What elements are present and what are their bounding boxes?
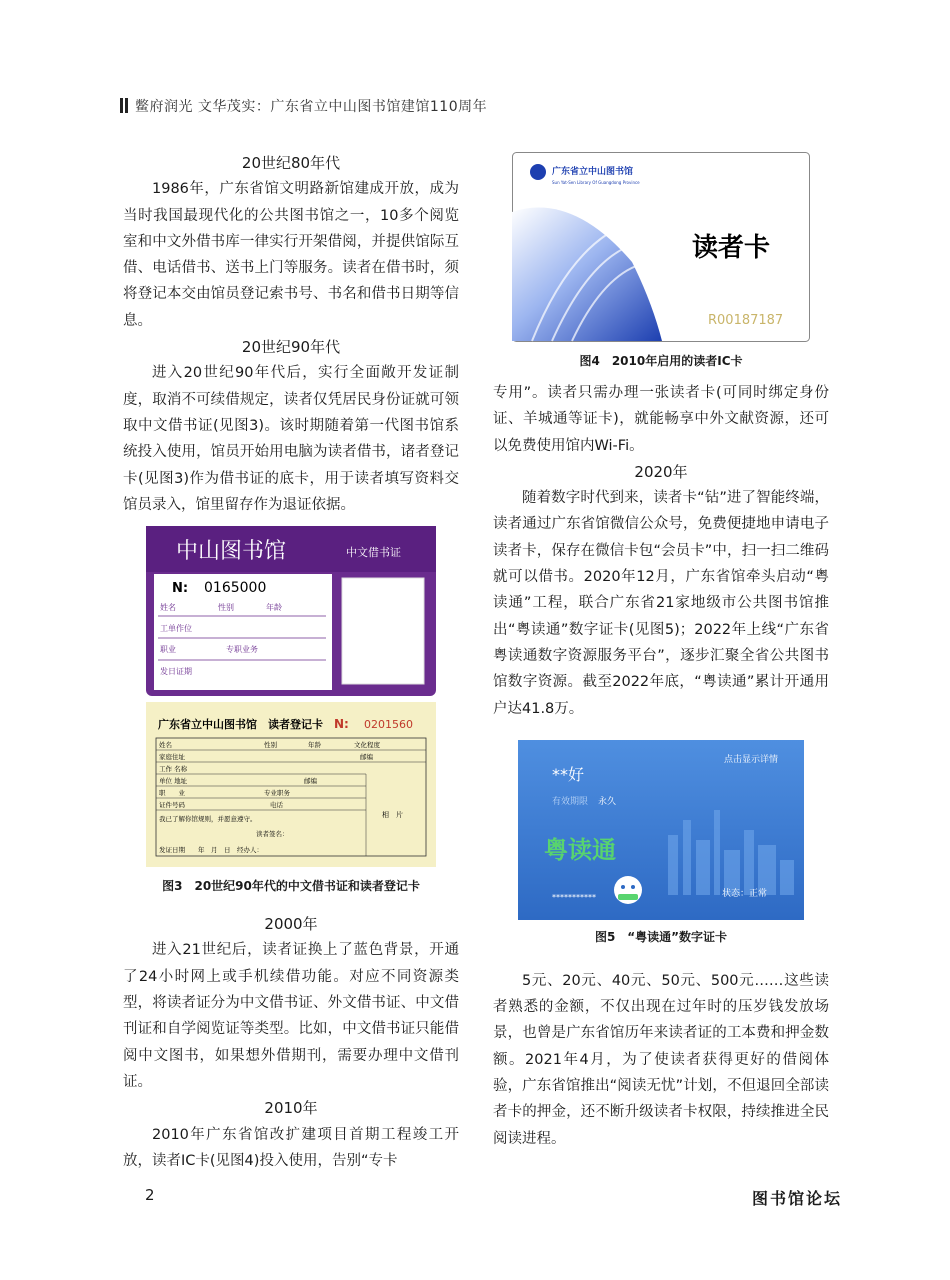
figure-caption: 图4 2010年启用的读者IC卡 bbox=[579, 354, 743, 368]
card1-field: 工单作位 bbox=[160, 624, 192, 634]
card2-field: 年龄 bbox=[308, 741, 321, 750]
figure-caption: 图5 “粤读通”数字证卡 bbox=[594, 929, 728, 944]
section-heading: 20世纪90年代 bbox=[241, 338, 341, 357]
right-column bbox=[493, 150, 829, 1152]
figure-5 bbox=[493, 740, 829, 946]
masked-number: *********** bbox=[552, 892, 596, 902]
borrowing-card-image bbox=[146, 526, 436, 696]
section-heading: 2020年 bbox=[634, 462, 688, 481]
card2-field: 职 业 bbox=[159, 789, 185, 798]
ic-card-image bbox=[512, 152, 810, 342]
card2-rules: 我已了解你馆规则，并愿意遵守。 bbox=[159, 815, 257, 824]
paragraph: 随着数字时代到来，读者卡“钻”进了智能终端，读者通过广东省馆微信公众号，免费便捷地申请电子读者卡，保存在微信卡包“会员卡”中，扫一扫二维码就可以借书。2020年12月，广东省馆牵头启动“粤读通”工程，联合广东省21家地级市公共图书馆推出“粤读通”数字证卡(见图5)；2022年上线“广东省粤读通数字资源服务平台”，逐步汇聚全省公共图书馆数字资源。截至2022年底，“粤读通”累计开通用户达41.8万。 bbox=[493, 490, 829, 717]
card1-field: 职业 bbox=[160, 645, 176, 655]
section-heading: 20世纪80年代 bbox=[241, 154, 341, 172]
card2-field: 专业职务 bbox=[264, 789, 290, 798]
figure-caption: 图3 20世纪90年代的中文借书证和读者登记卡 bbox=[162, 879, 420, 894]
section-heading: 2010年 bbox=[264, 1099, 318, 1118]
card2-issue: 发证日期 年 月 日 经办人： bbox=[159, 846, 263, 855]
card2-field: 工作 名称 bbox=[159, 765, 188, 774]
ic-card-number: R00187187 bbox=[708, 313, 784, 328]
journal-name: 图书馆论坛 bbox=[752, 1189, 843, 1208]
detail-link: 点击显示详情 bbox=[724, 754, 779, 765]
paragraph: 进入21世纪后，读者证换上了蓝色背景，开通了24小时网上或手机续借功能。对应不同资源类型，将读者证分为中文借书证、外文借书证、中文借刊证和自学阅览证等类型。比如，中文借书证只能借阅中文图书，如果想外借期刊，需要办理中文借刊证。 bbox=[123, 942, 459, 1090]
card2-number: 0201560 bbox=[364, 718, 413, 732]
card2-photo: 相 片 bbox=[382, 811, 403, 820]
card2-field: 单位 地址 bbox=[159, 777, 188, 786]
ic-lib-name: 广东省立中山图书馆 bbox=[552, 167, 634, 177]
card1-field: 发日证期 bbox=[160, 667, 192, 677]
header-bar-icon bbox=[120, 98, 123, 113]
ic-card-title: 读者卡 bbox=[692, 233, 771, 263]
brand-logo: 粤读通 bbox=[544, 835, 616, 864]
card2-field: 性别 bbox=[264, 741, 277, 750]
validity-value: 永久 bbox=[598, 796, 617, 807]
paragraph: 专用”。读者只需办理一张读者卡(可同时绑定身份证、羊城通等证卡)，就能畅享中外文献资源，还可以免费使用馆内Wi-Fi。 bbox=[493, 385, 829, 454]
card1-type: 中文借书证 bbox=[346, 546, 401, 560]
validity-label: 有效期限 bbox=[552, 796, 589, 807]
card2-title: 广东省立中山图书馆 读者登记卡 bbox=[158, 718, 323, 732]
page-number: 2 bbox=[145, 1186, 155, 1204]
greeting: **好 bbox=[552, 764, 585, 784]
card2-field: 证件号码 bbox=[159, 801, 185, 810]
card1-field: 姓名 bbox=[160, 603, 176, 613]
paragraph: 进入20世纪90年代后，实行全面敞开发证制度，取消不可续借规定，读者仅凭居民身份证就可领取中文借书证(见图3)。该时期随着第一代图书馆系统投入使用，馆员开始用电脑为读者借书，诸者登记卡(见图3)作为借书证的底卡，用于读者填写资料交馆员录入，馆里留存作为退证依据。 bbox=[123, 365, 459, 513]
card2-sign: 读者签名： bbox=[256, 830, 289, 839]
paragraph: 2010年广东省馆改扩建项目首期工程竣工开放，读者IC卡(见图4)投入使用，告别“专卡 bbox=[123, 1126, 459, 1169]
section-heading: 2000年 bbox=[264, 915, 318, 934]
card1-field: 年龄 bbox=[266, 603, 282, 613]
header-bar-icon bbox=[125, 98, 128, 113]
card2-field: 姓名 bbox=[159, 741, 172, 750]
figure-4 bbox=[493, 152, 829, 370]
status: 状态：正常 bbox=[722, 888, 768, 899]
header-title: 鳖府润光 文华茂实：广东省立中山图书馆建馆110周年 bbox=[134, 99, 488, 115]
card1-number: 0165000 bbox=[204, 580, 267, 597]
card1-field: 专职业务 bbox=[226, 645, 258, 655]
paragraph: 5元、20元、40元、50元、500元……这些读者熟悉的金额，不仅出现在过年时的压岁钱发放场景，也曾是广东省馆历年来读者证的工本费和押金数额。2021年4月，为了使读者获得更好的借阅体验，广东省馆推出“阅读无忧”计划，不但退回全部读者卡的押金，还不断升级读者卡权限，持续推进全民阅读进程。 bbox=[493, 972, 829, 1147]
running-header bbox=[120, 96, 487, 116]
card1-brand: 中山图书馆 bbox=[176, 539, 287, 565]
digital-card-image bbox=[518, 740, 804, 920]
card2-field: 电话 bbox=[270, 801, 283, 810]
ic-lib-en: Sun Yat-Sen Library Of Guangdong Province bbox=[552, 180, 640, 185]
card2-field: 邮编 bbox=[360, 753, 373, 762]
library-logo-icon bbox=[530, 164, 546, 180]
card1-field: 性别 bbox=[218, 603, 234, 613]
left-column bbox=[123, 150, 459, 1174]
card2-field: 邮编 bbox=[304, 777, 317, 786]
card2-field: 文化程度 bbox=[354, 741, 380, 750]
card2-field: 家庭住址 bbox=[159, 753, 185, 762]
registration-card-image bbox=[146, 702, 436, 867]
card1-no-label: N: bbox=[172, 581, 189, 597]
card2-no-label: N: bbox=[334, 717, 349, 732]
paragraph: 1986年，广东省馆文明路新馆建成开放，成为当时我国最现代化的公共图书馆之一，10多个阅览室和中文外借书库一律实行开架借阅，并提供馆际互借、电话借书、送书上门等服务。读者在借书时，须将登记本交由馆员登记索书号、书名和借书日期等信息。 bbox=[123, 181, 459, 329]
figure-3 bbox=[123, 526, 459, 895]
